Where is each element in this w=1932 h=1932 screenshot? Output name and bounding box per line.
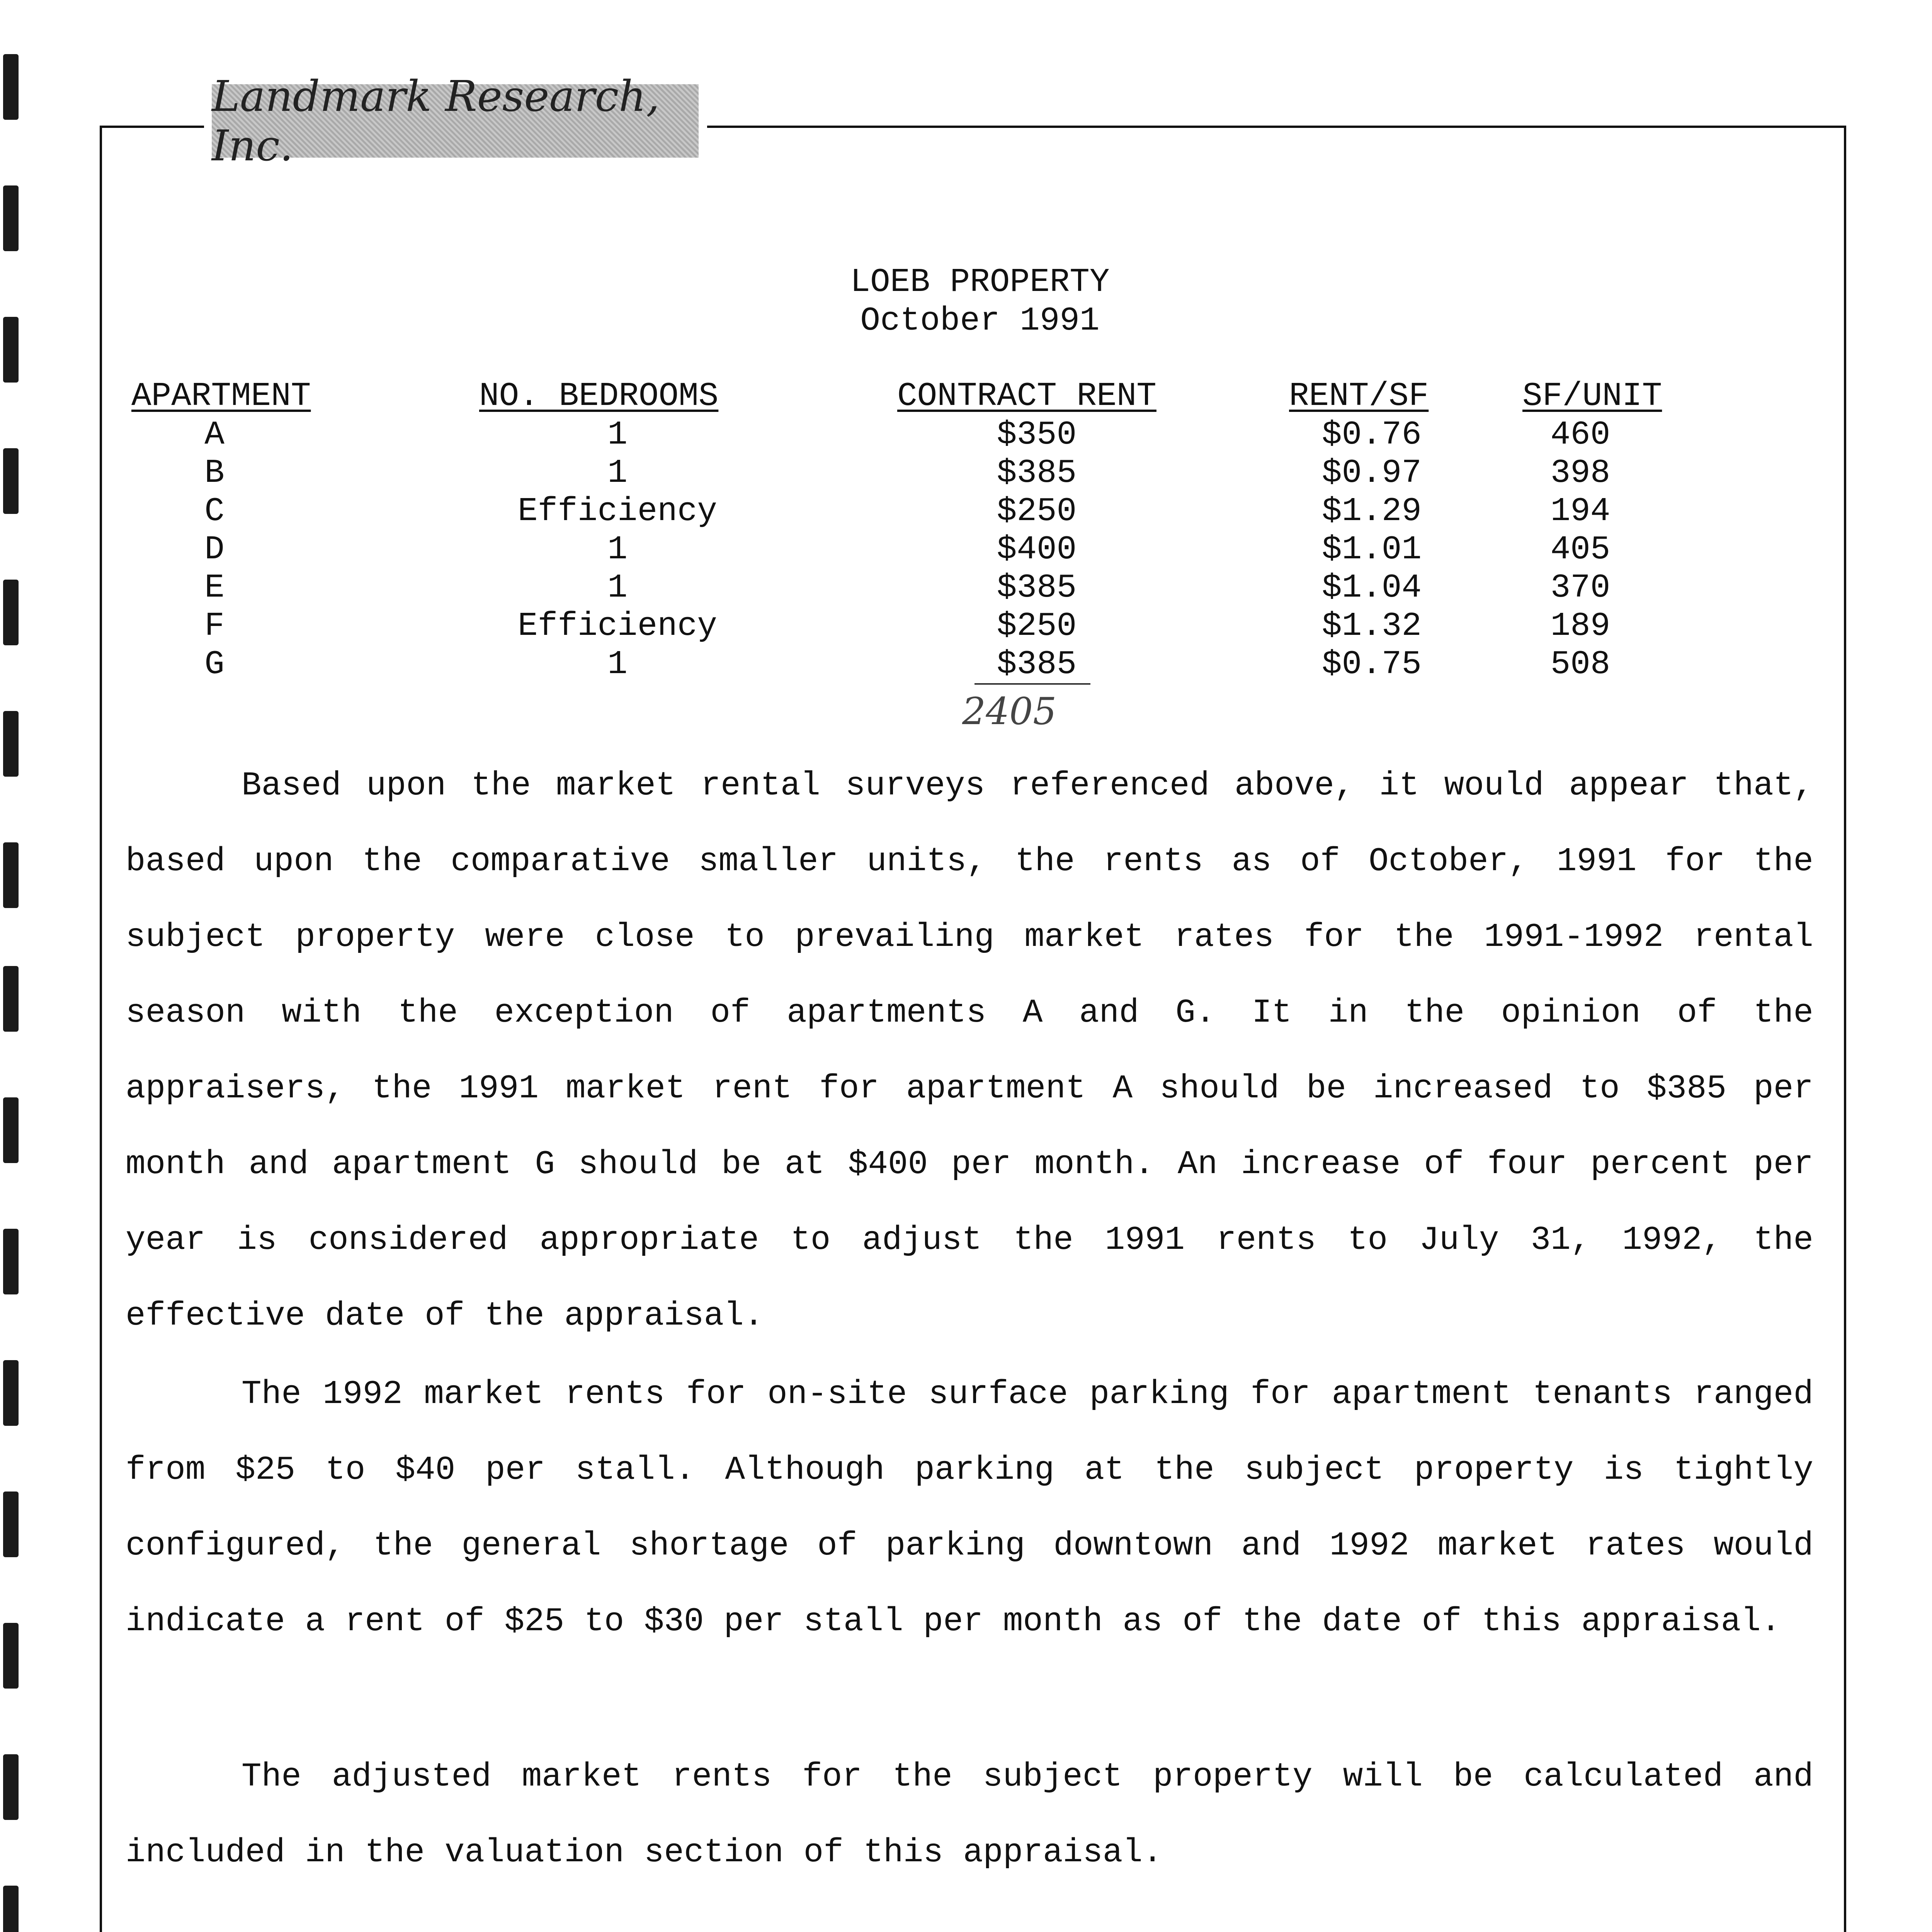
table-cell-bedrooms: Efficiency <box>517 607 718 645</box>
binder-hole <box>3 448 19 514</box>
column-header-rent-sf: RENT/SF <box>1289 377 1429 415</box>
frame-border-top <box>100 126 204 128</box>
table-cell-bedrooms: 1 <box>607 569 628 607</box>
table-cell-sf-unit: 189 <box>1550 607 1611 645</box>
binder-hole <box>3 1886 19 1932</box>
column-header-apartment: APARTMENT <box>131 377 311 415</box>
binder-hole <box>3 1229 19 1294</box>
table-cell-apartment: F <box>204 607 224 645</box>
table-cell-sf-unit: 405 <box>1550 531 1611 568</box>
paragraph-parking: The 1992 market rents for on-site surface parking for apartment tenants ranged from $25 to $40 per stall. Although parking at the subject property is tightly configured, the general shortage of parking downtown and 1992 market rates would indicate a rent of $25 to $30 per stall per month as of the date of this appraisal. <box>126 1375 1813 1640</box>
binder-hole <box>3 711 19 777</box>
binder-hole <box>3 1360 19 1426</box>
frame-border-left <box>100 126 102 1932</box>
table-cell-contract-rent: $385 <box>997 645 1077 683</box>
table-cell-sf-unit: 460 <box>1550 416 1611 454</box>
table-cell-bedrooms: 1 <box>607 531 628 568</box>
table-cell-apartment: C <box>204 492 224 530</box>
binder-hole <box>3 1492 19 1557</box>
table-cell-apartment: D <box>204 531 224 568</box>
binder-hole <box>3 1754 19 1820</box>
table-cell-sf-unit: 398 <box>1550 454 1611 492</box>
binder-hole <box>3 1097 19 1163</box>
column-header-sf-unit: SF/UNIT <box>1522 377 1662 415</box>
column-header-bedrooms: NO. BEDROOMS <box>479 377 719 415</box>
table-cell-apartment: B <box>204 454 224 492</box>
table-cell-rent-sf: $1.01 <box>1321 531 1422 568</box>
letterhead-logo <box>212 71 699 170</box>
binder-hole <box>3 185 19 251</box>
table-cell-rent-sf: $0.75 <box>1321 645 1422 683</box>
table-cell-bedrooms: 1 <box>607 416 628 454</box>
binder-hole <box>3 966 19 1032</box>
table-cell-bedrooms: 1 <box>607 454 628 492</box>
table-cell-rent-sf: $1.29 <box>1321 492 1422 530</box>
binder-hole <box>3 1623 19 1689</box>
table-cell-bedrooms: Efficiency <box>517 492 718 530</box>
frame-border-top <box>707 126 1846 128</box>
binder-hole <box>3 54 19 120</box>
table-cell-sf-unit: 194 <box>1550 492 1611 530</box>
table-cell-sf-unit: 370 <box>1550 569 1611 607</box>
table-cell-bedrooms: 1 <box>607 645 628 683</box>
table-cell-rent-sf: $1.04 <box>1321 569 1422 607</box>
table-cell-apartment: E <box>204 569 224 607</box>
binder-hole <box>3 842 19 908</box>
table-cell-rent-sf: $0.76 <box>1321 416 1422 454</box>
table-cell-rent-sf: $1.32 <box>1321 607 1422 645</box>
frame-border-right <box>1844 126 1846 1932</box>
table-cell-contract-rent: $385 <box>997 569 1077 607</box>
letterhead-text: Landmark Research, Inc. <box>212 71 660 170</box>
table-cell-contract-rent: $385 <box>997 454 1077 492</box>
table-cell-contract-rent: $350 <box>997 416 1077 454</box>
handwritten-total: 2405 <box>962 690 1057 733</box>
document-date: October 1991 <box>860 302 1100 340</box>
paragraph-rent-analysis: Based upon the market rental surveys referenced above, it would appear that, based upon the comparative smaller units, the rents as of October, 1991 for the subject property were close to prevailing market rates for the 1991-1992 rental season with the exception of apartments A and G. It in the opinion of the appraisers, the 1991 market rent for apartment A should be increased to $385 per month and apartment G should be at $400 per month. An increase of four percent per year is considered appropriate to adjust the 1991 rents to July 31, 1992, the effective date of the appraisal. <box>126 767 1813 1335</box>
table-cell-sf-unit: 508 <box>1550 645 1611 683</box>
binder-hole <box>3 580 19 645</box>
table-cell-rent-sf: $0.97 <box>1321 454 1422 492</box>
column-header-contract-rent: CONTRACT RENT <box>897 377 1156 415</box>
table-cell-apartment: A <box>204 416 224 454</box>
table-cell-contract-rent: $250 <box>997 492 1077 530</box>
document-title: LOEB PROPERTY <box>850 263 1110 301</box>
table-cell-apartment: G <box>204 645 224 683</box>
table-cell-contract-rent: $250 <box>997 607 1077 645</box>
paragraph-adjusted-rents: The adjusted market rents for the subject property will be calculated and included in the valuation section of this appraisal. <box>126 1758 1813 1871</box>
table-cell-contract-rent: $400 <box>997 531 1077 568</box>
total-rule <box>975 683 1090 685</box>
